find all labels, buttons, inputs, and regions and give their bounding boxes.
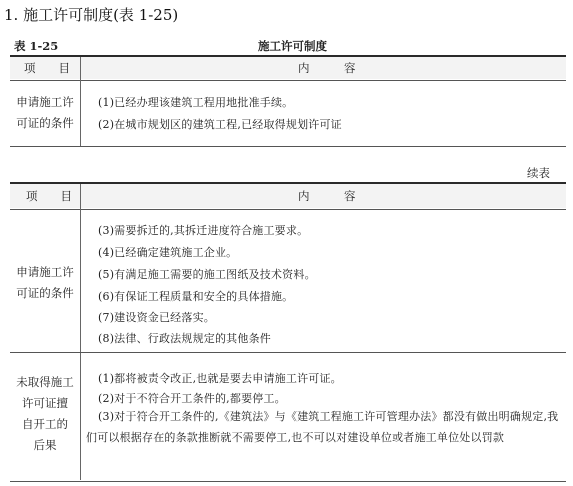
table2-column-divider [80,184,81,480]
table1-column-divider [80,57,81,147]
table2-row1-item-line: 申请施工许 [16,265,74,279]
table2-header-band [10,184,566,208]
table2-row2-item-line: 自开工的 [22,417,68,431]
table2-content-item: (1)都将被责令改正,也就是要去申请施工许可证。 [98,372,342,385]
table2-content-item: (2)对于不符合开工条件的,都要停工。 [98,392,286,405]
table1-col-content-header: 内 容 [298,61,356,75]
table2-content-item: (8)法律、行政法规规定的其他条件 [98,332,271,345]
section-heading: 1. 施工许可制度(表 1-25) [4,6,179,24]
continued-label: 续表 [527,166,550,180]
table2-content-item: (7)建设资金已经落实。 [98,311,215,324]
table1-content-item: (1)已经办理该建筑工程用地批准手续。 [98,96,294,109]
table1-content-item: (2)在城市规划区的建筑工程,已经取得规划许可证 [98,118,342,131]
table1-col-item-header: 项 目 [24,61,70,75]
table2-content-item: (6)有保证工程质量和安全的具体措施。 [98,290,294,303]
table2-col-item-header: 项 目 [26,189,72,203]
table2-row2-item [10,372,80,456]
table2-col-content-header: 内 容 [298,189,356,203]
table1-header-rule [10,80,566,81]
table1-row-item-line: 申请施工许 [16,95,74,109]
table1-header-band [10,57,566,79]
table2-row1-item [10,262,80,304]
table2-row-divider [10,352,566,353]
table2-header-rule [10,209,566,210]
table-title: 施工许可制度 [258,39,327,53]
table1-bottom-rule [10,146,566,147]
table2-content-item: (4)已经确定建筑施工企业。 [98,246,238,259]
table2-row2-item-line: 后果 [33,438,57,452]
table2-row1-item-line: 可证的条件 [16,286,74,300]
table-number: 表 1-25 [14,39,59,53]
table2-content-item: (5)有满足施工需要的施工图纸及技术资料。 [98,268,316,281]
table1-row-item [10,92,80,134]
table2-content-paragraph: (3)对于符合开工条件的,《建筑法》与《建筑工程施工许可管理办法》都没有做出明确规定,我们可以根据存在的条款推断就不需要停工,也不可以对建设单位或者施工单位处以罚款 [86,410,559,444]
table1-row-item-line: 可证的条件 [16,116,74,130]
table2-bottom-rule [10,481,566,482]
table2-row2-item-line: 未取得施工 [16,375,74,389]
table2-content-item: (3)需要拆迁的,其拆迁进度符合施工要求。 [98,224,309,237]
table2-row2-item-line: 许可证擅 [22,396,68,410]
